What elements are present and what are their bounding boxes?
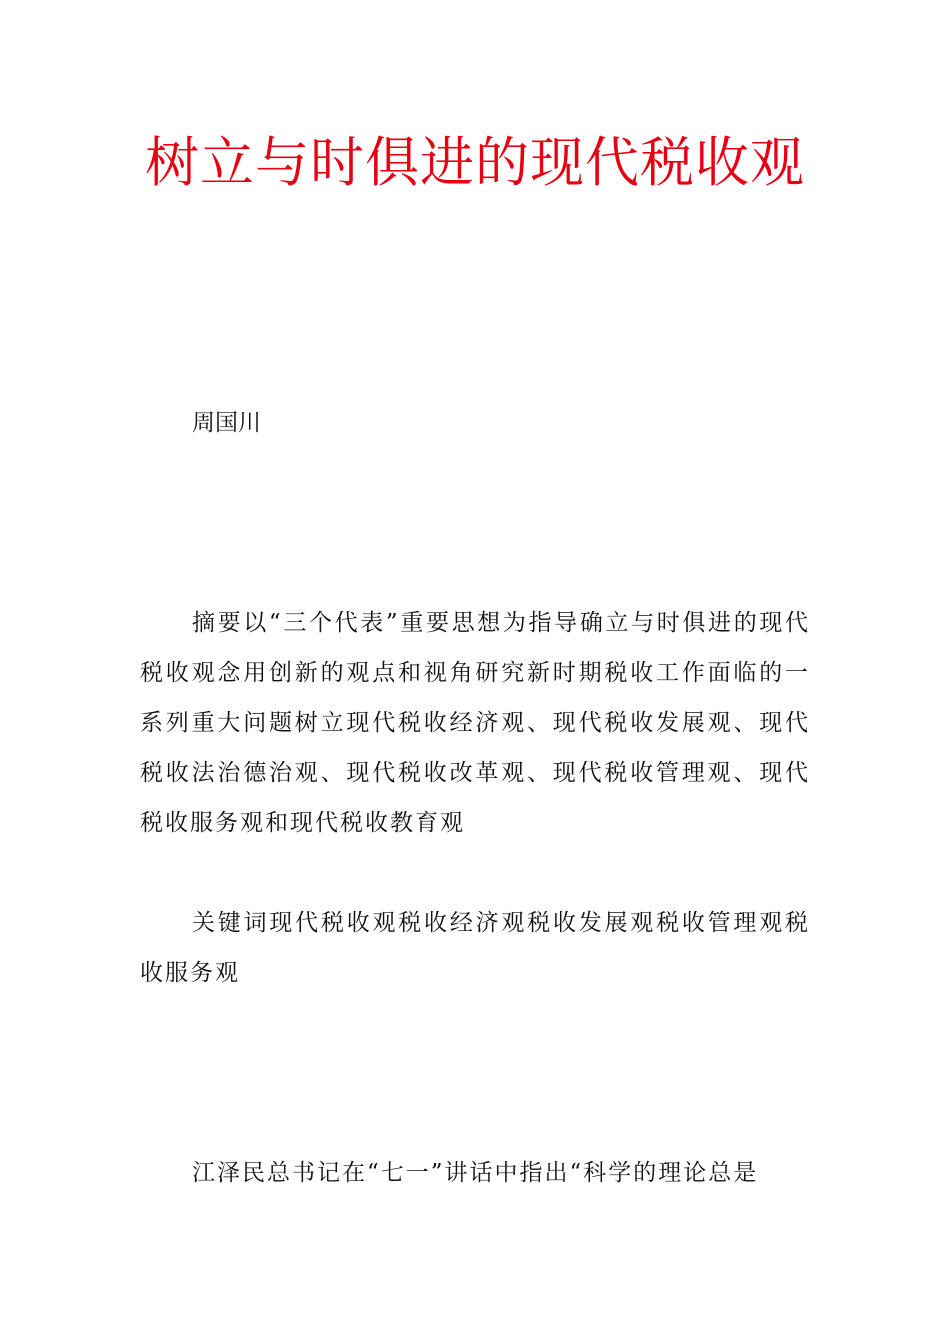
- document-title: 树立与时俱进的现代税收观: [145, 131, 805, 194]
- author-name: 周国川: [192, 410, 261, 436]
- body-paragraph: 江泽民总书记在“七一”讲话中指出“科学的理论总是: [192, 1160, 759, 1186]
- abstract-paragraph: 摘要以“三个代表”重要思想为指导确立与时俱进的现代税收观念用创新的观点和视角研究新时期税收工作面临的一系列重大问题树立现代税收经济观、现代税收发展观、现代税收法治德治观、现代税收改革观、现代税收管理观、现代税收服务观和现代税收教育观: [140, 610, 810, 836]
- keywords-paragraph: 关键词现代税收观税收经济观税收发展观税收管理观税收服务观: [140, 910, 810, 986]
